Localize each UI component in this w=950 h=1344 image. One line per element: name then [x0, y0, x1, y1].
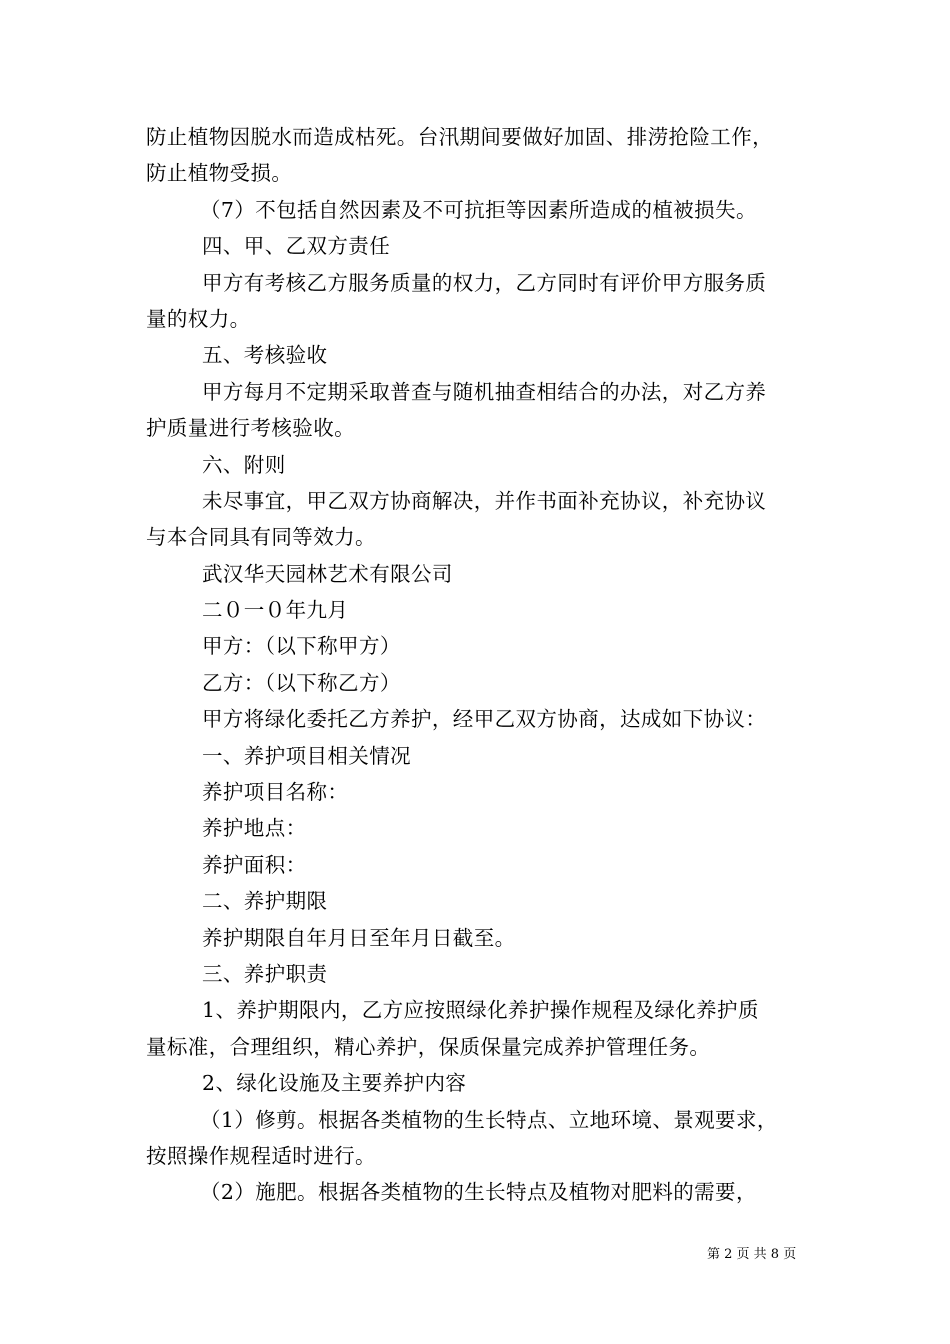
form-field-label: 养护地点： — [202, 816, 307, 841]
section-heading: 二、养护期限 — [202, 889, 328, 914]
paragraph-line: 防止植物受损。 — [146, 161, 293, 186]
paragraph-line: 与本合同具有同等效力。 — [146, 525, 376, 550]
paragraph-line: 甲方有考核乙方服务质量的权力，乙方同时有评价甲方服务质 — [202, 270, 767, 295]
paragraph-line: 未尽事宜，甲乙双方协商解决，并作书面补充协议，补充协议 — [202, 488, 767, 513]
paragraph-line: 量的权力。 — [146, 306, 251, 331]
document-body — [146, 119, 818, 1211]
paragraph-line: （2）施肥。根据各类植物的生长特点及植物对肥料的需要， — [200, 1180, 757, 1205]
paragraph-line: 甲方每月不定期采取普查与随机抽查相结合的办法，对乙方养 — [202, 379, 767, 404]
paragraph-line: 护质量进行考核验收。 — [146, 416, 355, 441]
paragraph-line: 养护期限自年月日至年月日截至。 — [202, 925, 516, 950]
form-field-label: 养护项目名称： — [202, 780, 349, 805]
paragraph-line: （7）不包括自然因素及不可抗拒等因素所造成的植被损失。 — [200, 197, 757, 222]
paragraph-line: 防止植物因脱水而造成枯死。台汛期间要做好加固、排涝抢险工作， — [146, 125, 773, 149]
party-a-line: 甲方：（以下称甲方） — [202, 634, 401, 659]
subsection-heading: 2、绿化设施及主要养护内容 — [202, 1071, 467, 1096]
paragraph-line: 量标准，合理组织，精心养护，保质保量完成养护管理任务。 — [146, 1034, 711, 1059]
section-heading: 六、附则 — [202, 452, 286, 477]
section-heading: 五、考核验收 — [202, 343, 328, 368]
company-name: 武汉华天园林艺术有限公司 — [202, 561, 453, 586]
section-heading: 三、养护职责 — [202, 961, 328, 986]
page-number-footer: 第 2 页 共 8 页 — [707, 1247, 797, 1262]
signature-date: 二０一０年九月 — [202, 598, 349, 623]
paragraph-line: 按照操作规程适时进行。 — [146, 1143, 376, 1168]
paragraph-line: （1）修剪。根据各类植物的生长特点、立地环境、景观要求， — [200, 1107, 778, 1132]
form-field-label: 养护面积： — [202, 852, 307, 877]
section-heading: 四、甲、乙双方责任 — [202, 234, 391, 259]
paragraph-line: 甲方将绿化委托乙方养护，经甲乙双方协商，达成如下协议： — [202, 707, 767, 732]
paragraph-line: 1、养护期限内，乙方应按照绿化养护操作规程及绿化养护质 — [202, 998, 759, 1023]
party-b-line: 乙方：（以下称乙方） — [202, 670, 401, 695]
section-heading: 一、养护项目相关情况 — [202, 743, 411, 768]
